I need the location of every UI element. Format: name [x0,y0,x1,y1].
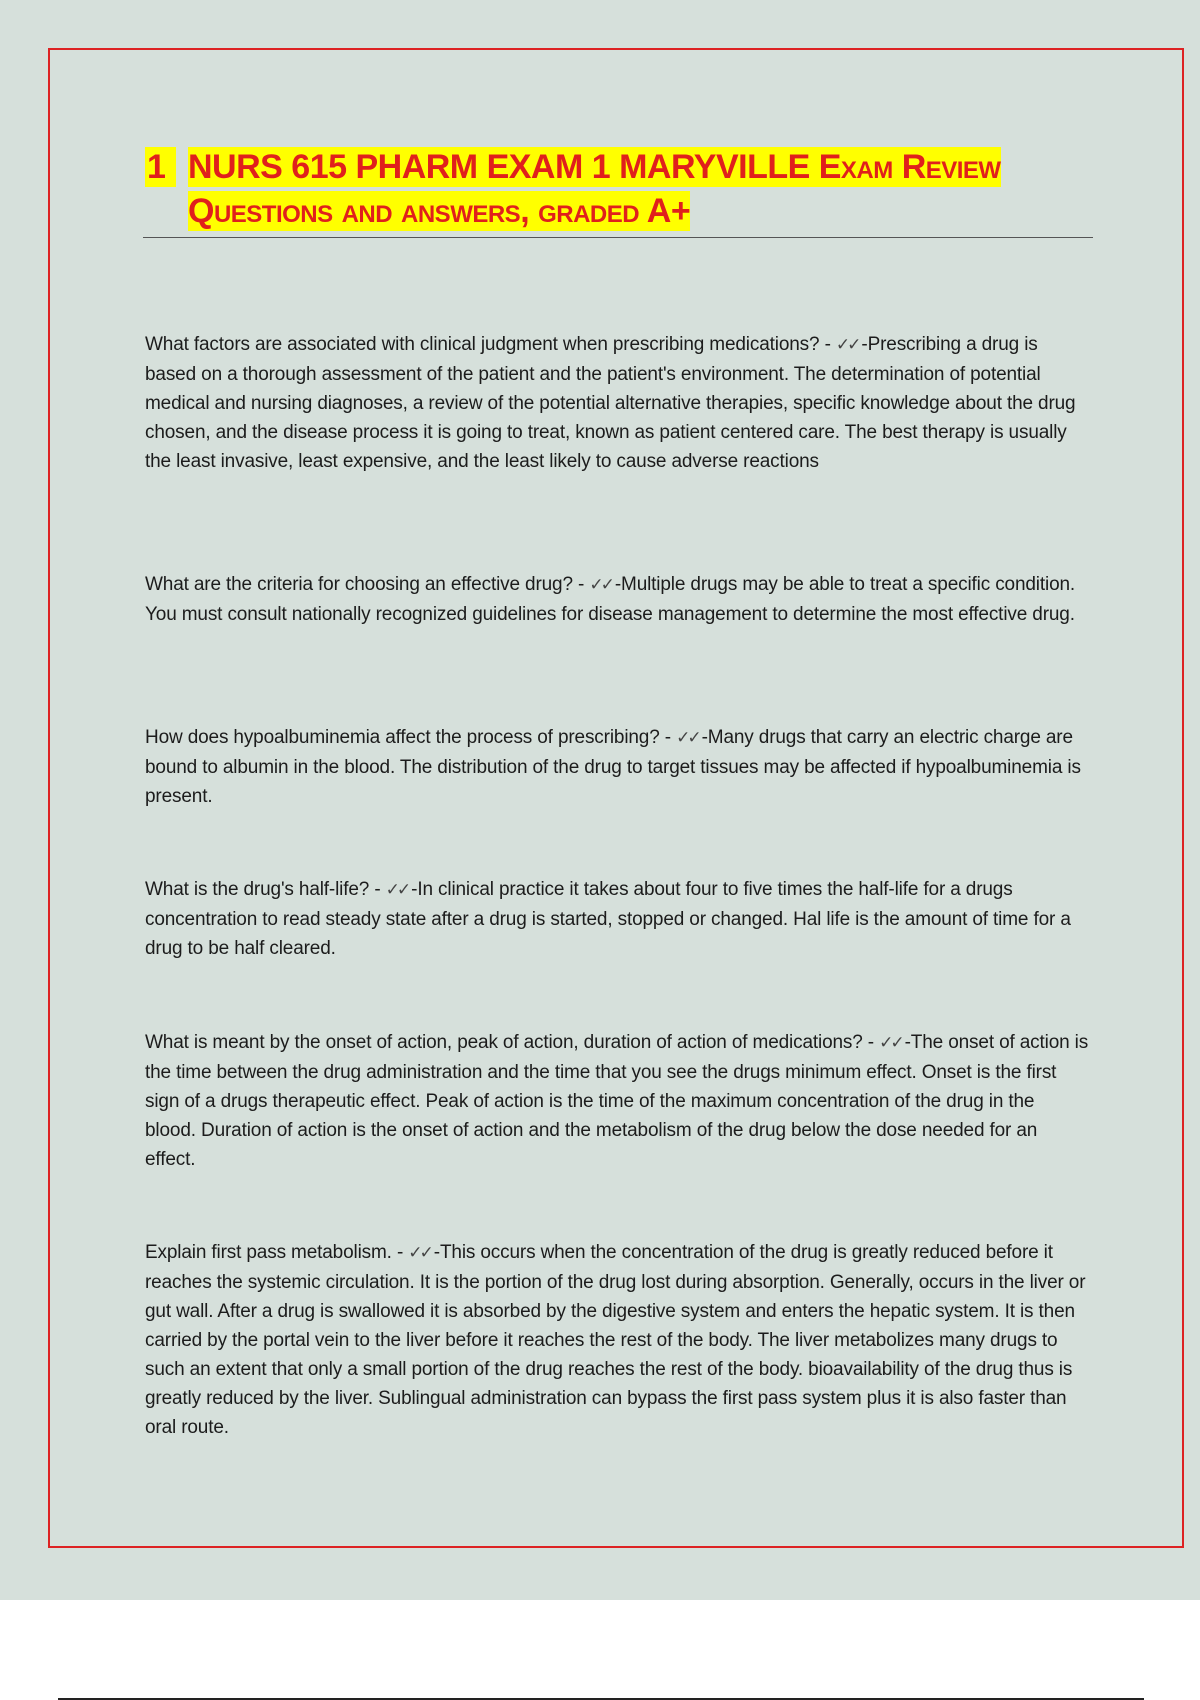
qa-item-3 [145,723,1090,811]
heading-line-2 [188,191,690,231]
qa-answer: The onset of action is the time between the drug administration and the time that you see the drugs minimum effect. Onset is the first sign of a drugs therapeutic effect. Peak of action is the time of the maximum concentration of the drug in the blood. Duration of action is the onset of action and the metabolism of the drug below the dose needed for an effect. [145,1032,1089,1170]
qa-question: What are the criteria for choosing an effective drug? [145,574,573,595]
qa-answer-prefix: - [411,879,418,900]
heading-title-main: NURS 615 PHARM EXAM 1 MARYVILLE [188,148,819,186]
qa-answer-prefix: - [433,1242,440,1263]
qa-answer-prefix: - [614,574,622,595]
double-check-icon: ✓✓ [589,575,612,595]
qa-question: How does hypoalbuminemia affect the process of prescribing? [145,727,660,748]
document-heading [143,145,1093,238]
qa-question: What is meant by the onset of action, peak of action, duration of action of medications? [145,1032,863,1053]
qa-answer-prefix: - [861,334,868,355]
qa-question: What is the drug's half-life? [145,879,370,900]
heading-title-smallcaps-2: Questions and answers, graded A+ [188,192,691,230]
qa-answer: This occurs when the concentration of the drug is greatly reduced before it reaches the systemic circulation. It is the portion of the drug lost during absorption. Generally, occurs in the liver or gut wall. After a drug is swallowed it is absorbed by the digestive system and enters the hepatic system. It is then carried by the portal vein to the liver before it reaches the rest of the body. The liver metabolizes many drugs to such an extent that only a small portion of the drug reaches the rest of the body. bioavailability of the drug thus is greatly reduced by the liver. Sublingual administration can bypass the first pass system plus it is also faster than oral route. [145,1242,1086,1438]
double-check-icon: ✓✓ [385,880,409,900]
qa-answer: Multiple drugs may be able to treat a specific condition. You must consult nationally recognized guidelines for disease management to determine the most effective drug. [145,574,1076,625]
qa-answer: In clinical practice it takes about four to five times the half-life for a drugs concentration to read steady state after a drug is started, stopped or changed. Hal life is the amount of time for a drug to be half cleared. [145,879,1071,959]
qa-answer-prefix: - [904,1032,911,1053]
heading-number: 1 [145,147,176,187]
qa-item-1 [145,330,1090,476]
qa-answer: Many drugs that carry an electric charge are bound to albumin in the blood. The distribution of the drug to target tissues may be affected if hypoalbuminemia is present. [145,727,1081,807]
qa-separator: - [572,574,590,595]
qa-answer-prefix: - [701,727,708,748]
qa-question: What factors are associated with clinical judgment when prescribing medications? [145,334,820,355]
heading-line-1 [188,147,1001,187]
qa-separator: - [819,334,836,355]
qa-answer: Prescribing a drug is based on a thorough assessment of the patient and the patient's environment. The determination of potential medical and nursing diagnoses, a review of the potential alternative therapies, specific knowledge about the drug chosen, and the disease process it is going to treat, known as patient centered care. The best therapy is usually the least invasive, least expensive, and the least likely to cause adverse reactions [145,334,1076,472]
qa-item-2 [145,570,1090,629]
heading-title-smallcaps-1: Exam Review [818,148,1001,186]
double-check-icon: ✓✓ [676,728,699,748]
qa-question: Explain first pass metabolism. [145,1242,392,1263]
qa-separator: - [862,1032,880,1053]
double-check-icon: ✓✓ [835,335,859,355]
double-check-icon: ✓✓ [408,1243,431,1263]
qa-separator: - [659,727,677,748]
qa-separator: - [369,879,386,900]
qa-separator: - [391,1242,409,1263]
qa-item-6 [145,1238,1090,1442]
qa-item-4 [145,875,1090,963]
qa-item-5 [145,1028,1090,1174]
double-check-icon: ✓✓ [879,1033,902,1053]
